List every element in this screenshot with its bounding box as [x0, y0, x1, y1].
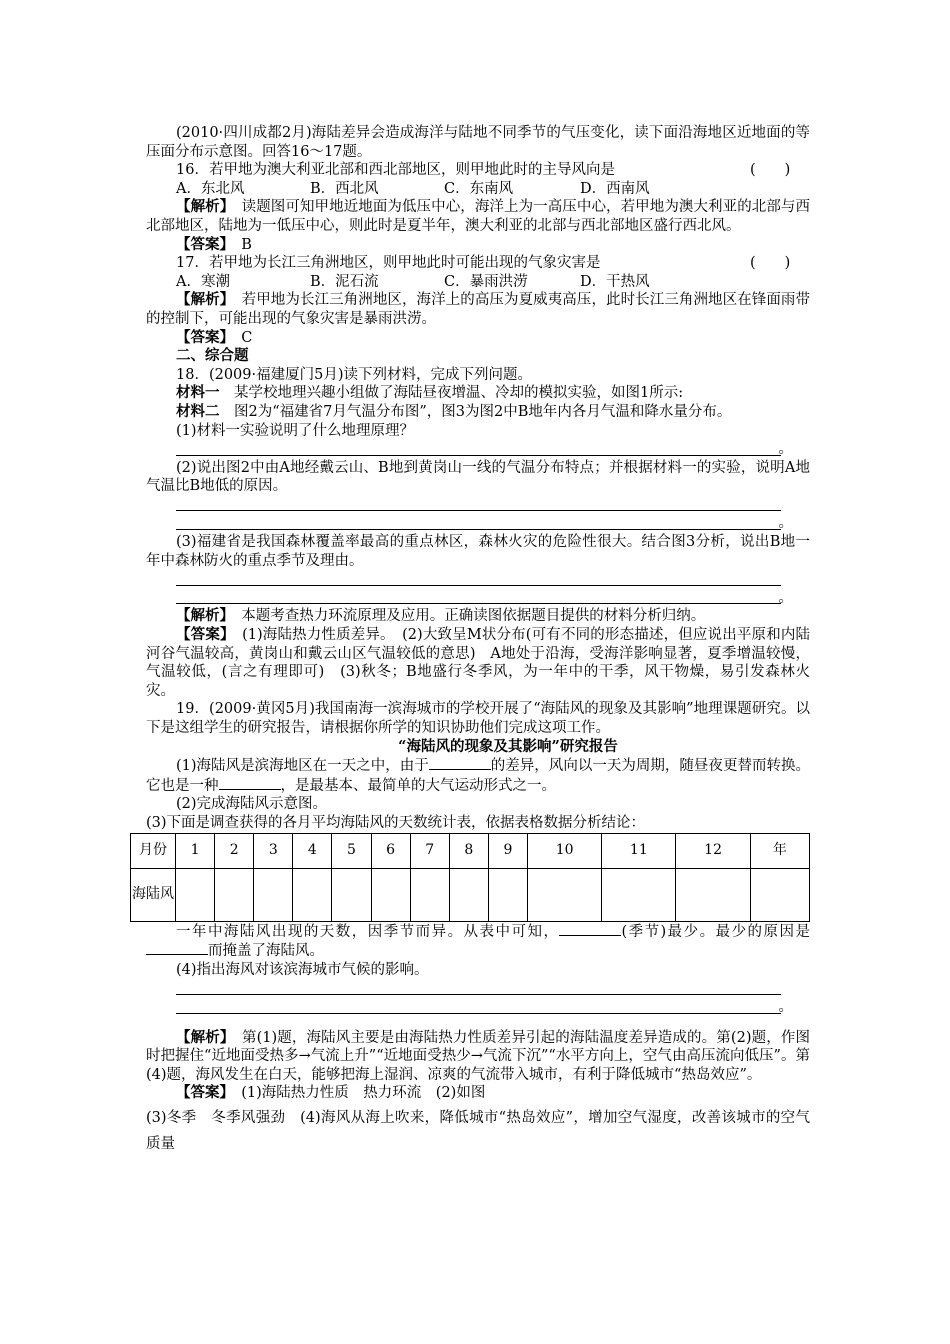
table-cell[interactable] [254, 868, 293, 921]
question-19-sub-2: (2)完成海陆风示意图。 [176, 796, 328, 813]
table-cell[interactable] [488, 868, 527, 921]
table-cell[interactable] [527, 868, 601, 921]
month-cell: 4 [293, 833, 332, 868]
question-16-options [146, 180, 810, 199]
month-label: 月份 [131, 833, 176, 868]
question-18-sub-2: (2)说出图2中由A地经戴云山、B地到黄岗山一线的气温分布特点；并根据材料一的实验，说明A地气温比B地低的原因。 [146, 459, 810, 495]
answer-label: 【答案】 [176, 328, 227, 346]
table-cell[interactable] [176, 868, 215, 921]
answer-label: 【答案】 [176, 626, 228, 644]
question-18-analysis [146, 607, 810, 626]
table-cell[interactable] [371, 868, 410, 921]
analysis-text: 读题图可知甲地近地面为低压中心，海洋上为一高压中心，若甲地为澳大利亚的北部与西北部地区，陆地为一低压中心，则此时是夏半年，澳大利亚的北部与西北部地区盛行西北风。 [146, 199, 811, 234]
option-b: B．泥石流 [310, 273, 379, 290]
question-17 [146, 254, 810, 273]
table-header-row [131, 833, 810, 868]
after-table-a: 一年中海陆风出现的天数，因季节而异。从表中可知， [176, 923, 560, 940]
question-17-text: 17．若甲地为长江三角洲地区，则甲地此时可能出现的气象灾害是 [176, 255, 601, 272]
option-c: C．暴雨洪涝 [444, 273, 528, 290]
question-18-stem: 18．(2009·福建厦门5月)读下列材料，完成下列问题。 [176, 366, 532, 383]
month-cell: 年 [750, 833, 809, 868]
question-19-analysis [146, 1029, 810, 1085]
month-cell: 5 [332, 833, 371, 868]
question-18-answer [146, 626, 810, 700]
month-cell: 7 [410, 833, 449, 868]
fill-blank[interactable] [219, 776, 281, 790]
sea-land-breeze-table [130, 833, 810, 922]
analysis-text: 若甲地为长江三角洲地区，海洋上的高压为夏威夷高压，此时长江三角洲地区在锋面雨带的控制下，可能出现的气象灾害是暴雨洪涝。 [146, 292, 811, 327]
question-17-options [146, 273, 810, 292]
analysis-label: 【解析】 [176, 1028, 228, 1046]
question-16-text: 16．若甲地为澳大利亚北部和西北部地区，则甲地此时的主导风向是 [176, 162, 615, 179]
answer-label: 【答案】 [176, 1084, 227, 1102]
analysis-label: 【解析】 [176, 291, 228, 309]
sub-1-text-c: ，是最基本、最简单的大气运动形式之一。 [280, 777, 556, 794]
answer-text: C [241, 329, 253, 346]
question-19-sub-4: (4)指出海风对该滨海城市气候的影响。 [176, 961, 429, 978]
question-16-analysis [146, 198, 810, 235]
month-cell: 3 [254, 833, 293, 868]
question-19-sub-3: (3)下面是调查获得的各月平均海陆风的天数统计表，依据表格数据分析结论： [146, 814, 646, 831]
row-label: 海陆风 [131, 868, 176, 921]
analysis-text: 本题考查热力环流原理及应用。正确读图依据题目提供的材料分析归纳。 [241, 608, 706, 625]
question-17-answer [146, 329, 810, 348]
question-19-answer [146, 1084, 810, 1103]
after-table-c: 而掩盖了海陆风。 [208, 943, 324, 960]
intro-text: (2010·四川成都2月)海陆差异会造成海洋与陆地不同季节的气压变化，读下面沿海地区近地面的等压面分布示意图。回答16～17题。 [146, 125, 810, 160]
month-cell: 9 [488, 833, 527, 868]
month-cell: 6 [371, 833, 410, 868]
table-cell[interactable] [602, 868, 676, 921]
option-a: A．东北风 [176, 180, 245, 197]
question-18-sub-1: (1)材料一实验说明了什么地理原理？ [176, 422, 415, 439]
answer-text: B [241, 236, 252, 253]
sub-1-text-a: (1)海陆风是滨海地区在一天之中，由于 [176, 758, 429, 775]
month-cell: 10 [527, 833, 601, 868]
table-cell[interactable] [293, 868, 332, 921]
table-cell[interactable] [449, 868, 488, 921]
section-heading [146, 347, 810, 366]
after-table-text [146, 922, 810, 961]
analysis-label: 【解析】 [176, 198, 228, 216]
month-cell: 2 [215, 833, 254, 868]
sub-1-text-b: 的差异，风向以一天为周期，随昼夜更替而转换。它也是一种 [146, 758, 811, 794]
option-c: C．东南风 [444, 180, 514, 197]
answer-paren: ( ) [750, 255, 791, 272]
option-d: D．干热风 [580, 273, 650, 290]
material-2 [146, 403, 810, 422]
answer-line[interactable] [176, 440, 793, 459]
option-b: B．西北风 [310, 180, 379, 197]
answer-line[interactable] [176, 570, 781, 589]
option-d: D．西南风 [580, 180, 650, 197]
answer-text: (1)海陆热力性质 热力环流 (2)如图 [241, 1085, 486, 1102]
line-period: 。 [778, 441, 793, 458]
after-table-b: (季节)最少。最少的原因是 [621, 923, 810, 940]
material-2-text: 图2为“福建省7月气温分布图”，图3为图2中B地年内各月气温和降水量分布。 [234, 403, 732, 420]
answer-text: (1)海陆热力性质差异。 (2)大致呈M状分布(可有不同的形态描述，但应说出平原和内陆河谷气温较高，黄岗山和戴云山区气温较低的意思) A地处于沿海，受海洋影响显著，夏季增温较慢，气温较低，(言之有理即可) (3)秋冬；B地盛行冬季风，为一年中的干季，风干物燥，易引发森林火灾。 [146, 627, 811, 699]
answer-line[interactable] [176, 998, 793, 1017]
answer-line[interactable] [176, 514, 793, 533]
answer-paren: ( ) [750, 162, 791, 179]
question-19-answer-cont: (3)冬季 冬季风强劲 (4)海风从海上吹来，降低城市“热岛效应”，增加空气湿度，改善该城市的空气质量 [146, 1109, 810, 1152]
analysis-text: 第(1)题，海陆风主要是由海陆热力性质差异引起的海陆温度差异造成的。第(2)题，作图时把握住“近地面受热多→气流上升”“近地面受热少→气流下沉”“水平方向上，空气由高压流向低压”。第(4)题，海风发生在白天，能够把海上湿润、凉爽的气流带入城市，有利于降低城市“热岛效应”。 [146, 1029, 811, 1083]
table-cell[interactable] [750, 868, 809, 921]
month-cell: 8 [449, 833, 488, 868]
material-1 [146, 384, 810, 403]
report-title: “海陆风的现象及其影响”研究报告 [398, 737, 618, 755]
option-a: A．寒潮 [176, 273, 230, 290]
table-cell[interactable] [332, 868, 371, 921]
question-19-sub-1 [146, 756, 810, 795]
question-17-analysis [146, 291, 810, 328]
line-period: 。 [778, 998, 793, 1015]
month-cell: 12 [676, 833, 750, 868]
fill-blank[interactable] [559, 922, 621, 936]
fill-blank[interactable] [146, 941, 208, 955]
answer-line[interactable] [176, 496, 781, 515]
table-cell[interactable] [676, 868, 750, 921]
question-16 [146, 161, 810, 180]
document-page [132, 124, 811, 1157]
table-cell[interactable] [410, 868, 449, 921]
material-1-label: 材料一 [176, 384, 220, 402]
question-19-stem: 19．(2009·黄冈5月)我国南海一滨海城市的学校开展了“海陆风的现象及其影响”地理课题研究。以下是这组学生的研究报告，请根据你所学的知识协助他们完成这项工作。 [146, 701, 810, 736]
month-cell: 11 [602, 833, 676, 868]
question-16-answer [146, 236, 810, 255]
table-data-row [131, 868, 810, 921]
material-1-text: 某学校地理兴趣小组做了海陆昼夜增温、冷却的模拟实验，如图1所示: [234, 385, 684, 402]
line-period: 。 [778, 589, 793, 606]
line-period: 。 [778, 515, 793, 532]
answer-line[interactable] [176, 979, 781, 998]
fill-blank[interactable] [429, 756, 491, 770]
table-cell[interactable] [215, 868, 254, 921]
month-cell: 1 [176, 833, 215, 868]
analysis-label: 【解析】 [176, 607, 227, 625]
answer-label: 【答案】 [176, 235, 227, 253]
material-2-label: 材料二 [176, 402, 220, 420]
section-heading-text: 二、综合题 [176, 347, 249, 365]
answer-line[interactable] [176, 589, 793, 608]
question-18-sub-3: (3)福建省是我国森林覆盖率最高的重点林区，森林火灾的危险性很大。结合图3分析，说出B地一年中森林防火的重点季节及理由。 [146, 534, 810, 569]
